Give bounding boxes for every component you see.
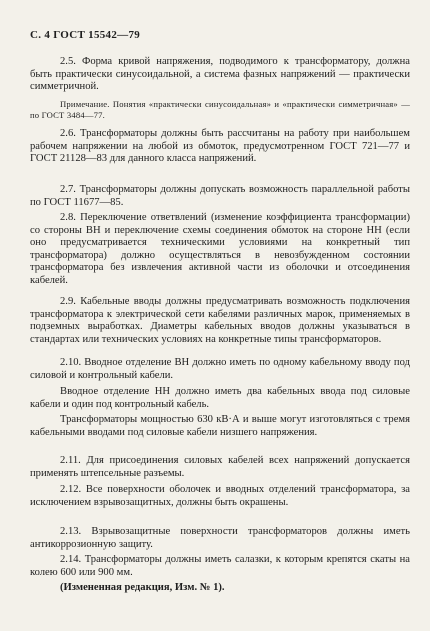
paragraph-2-7: 2.7. Трансформаторы должны допускать возможность параллельной работы по ГОСТ 11677—85. [30,184,410,208]
paragraph-2-12: 2.12. Все поверхности оболочек и вводных отделений трансформатора, за исключением взрывозащитных, должны быть окрашены. [30,484,410,508]
paragraph-2-5: 2.5. Форма кривой напряжения, подводимого к трансформатору, должна быть практически синусоидальной, а система фазных напряжений — практически симметричной. [30,56,410,93]
amendment-note-1: (Измененная редакция, Изм. № 1). [60,582,225,593]
paragraph-2-10: 2.10. Вводное отделение ВН должно иметь по одному кабельному вводу под силовой и контрольный кабели. [30,357,410,381]
note-paragraph: Примечание. Понятия «практически синусоидальная» и «практически симметричная» — по ГОСТ 3484—77. [30,99,410,120]
paragraph-hn-section: Вводное отделение НН должно иметь два кабельных ввода под силовые кабели и один под контрольный кабель. [30,386,410,410]
paragraph-2-14: 2.14. Трансформаторы должны иметь салазки, к которым крепятся скаты на колею 600 или 900 мм. [30,554,410,578]
page-header: С. 4 ГОСТ 15542—79 [30,29,141,41]
paragraph-2-6: 2.6. Трансформаторы должны быть рассчитаны на работу при наибольшем рабочем напряжении на любой из обмоток, предусмотренном ГОСТ 721—77 и ГОСТ 21128—83 для данного класса напряжений. [30,128,410,165]
paragraph-transformers-630: Трансформаторы мощностью 630 кВ·А и выше могут изготовляться с тремя кабельными вводами под силовые кабели низшего напряжения. [30,414,410,438]
paragraph-2-11: 2.11. Для присоединения силовых кабелей всех напряжений допускается применять штепсельные разъемы. [30,455,410,479]
paragraph-2-8: 2.8. Переключение ответвлений (изменение коэффициента трансформации) со стороны ВН и переключение схемы соединения обмоток на стороне НН (если оно предусматривается техническими условиями на конкретный тип трансформатора) должно осуществляться в невозбужденном состоянии трансформатора без извлечения активной части из оболочки и отсоединения кабелей. [30,212,410,286]
paragraph-2-9: 2.9. Кабельные вводы должны предусматривать возможность подключения трансформатора к электрической сети кабелями различных марок, применяемых в подземных выработках. Диаметры кабельных вводов должны указываться в стандартах или технических условиях на конкретные типы трансформаторов. [30,296,410,345]
paragraph-2-13: 2.13. Взрывозащитные поверхности трансформаторов должны иметь антикоррозионную защиту. [30,526,410,550]
